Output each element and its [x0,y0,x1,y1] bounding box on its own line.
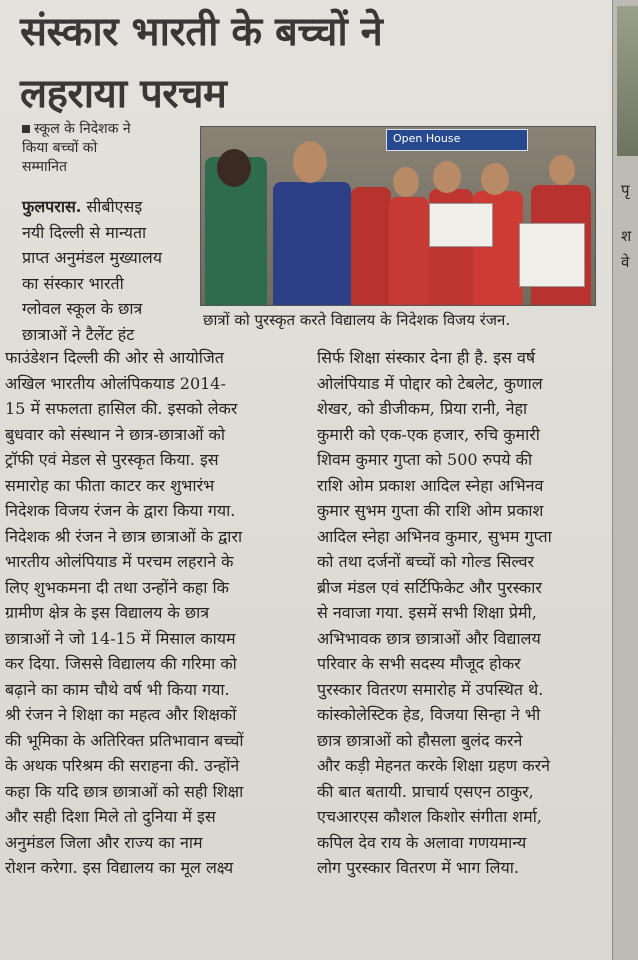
person-head [293,141,327,183]
text-line: भारतीय ओलंपियाड में परचम लहराने के [5,552,234,571]
headline-line-1: संस्कार भारती के बच्चों ने [20,9,383,55]
text-line: आदिल स्नेहा अभिनव कुमार, सुभम गुप्ता [317,526,552,546]
text-line: का संस्कार भारती [22,273,124,293]
text-line: सिर्फ शिक्षा संस्कार देना ही है. इस वर्ष [317,348,536,367]
text-line: को तथा दर्जनों बच्चों को गोल्ड सिल्वर [317,552,535,571]
person-head [217,149,251,187]
text-line: निदेशक श्री रंजन ने छात्र छात्राओं के द्वारा [5,526,243,546]
text-line: ओलंपियाड में पोद्दार को टेबलेट, कुणाल [317,373,543,393]
text-line: अभिभावक छात्र छात्राओं और विद्यालय [317,628,541,648]
text-line: नयी दिल्ली से मान्यता [22,222,147,242]
text-line: श्री रंजन ने शिक्षा का महत्व और शिक्षकों [5,705,237,724]
text-line: अनुमंडल जिला और राज्य का नाम [5,832,203,852]
person-head [433,161,461,193]
text-line: शिवम कुमार गुप्ता को 500 रुपये की [317,450,533,469]
text-line: एचआरएस कौशल किशोर संगीता शर्मा, [317,807,542,826]
text-line: प्राप्त अनुमंडल मुख्यालय [22,248,163,267]
person-figure [389,197,429,306]
text-line: ग्लोवल स्कूल के छात्र [22,299,143,318]
text-line: कुमारी को एक-एक हजार, रुचि कुमारी [317,424,540,444]
text-line: बढ़ाने का काम चौथे वर्ष भी किया गया. [5,679,230,699]
text-line: ट्रॉफी एवं मेडल से पुरस्कृत किया. इस [5,450,219,469]
text-line: लिए शुभकमना दी तथा उन्होंने कहा कि [5,577,229,597]
text-line: ब्रीज मंडल एवं सर्टिफिकेट और पुरस्कार [317,577,542,597]
person-figure [351,187,391,306]
right-text-column [317,345,552,881]
subheading-line: किया बच्चों को [22,140,98,156]
adjacent-photo-fragment [617,6,638,156]
text-line: अखिल भारतीय ओलंपिकयाड 2014- [5,373,226,393]
person-head [549,155,575,185]
text-line: समारोह का फीता काटर कर शुभारंभ [5,475,215,495]
text-line: फुलपरास. सीबीएसइ [22,197,143,216]
text-line: छात्राओं ने टैलेंट हंट [22,324,135,344]
text-line: के अथक परिश्रम की सराहना की. उन्होंने [5,756,240,775]
person-head [393,167,419,197]
text-line: और कड़ी मेहनत करके शिक्षा ग्रहण करने [317,756,551,775]
news-photo [200,126,596,306]
text-line: लोग पुरस्कार वितरण में भाग लिया. [317,858,520,877]
text-line: रोशन करेगा. इस विद्यालय का मूल लक्ष्य [5,858,234,877]
text-line: छात्राओं ने जो 14-15 में मिसाल कायम [5,628,236,648]
text-line: कुमार सुभम गुप्ता की राशि ओम प्रकाश [317,501,544,520]
photo-caption: छात्रों को पुरस्कृत करते विद्यालय के निदेशक विजय रंजन. [203,311,511,329]
subheading [22,120,197,177]
text-line: बुधवार को संस्थान ने छात्र-छात्राओं को [5,424,225,444]
left-text-column [5,345,244,881]
text-line: राशि ओम प्रकाश आदिल स्नेहा अभिनव [317,475,544,495]
text-line: निदेशक विजय रंजन के द्वारा किया गया. [5,501,236,520]
dateline: फुलपरास. [22,197,82,216]
text-line: से नवाजा गया. इसमें सभी शिक्षा प्रेमी, [317,603,537,622]
open-house-banner: Open House [386,129,528,151]
text-line: ग्रामीण क्षेत्र के इस विद्यालय के छात्र [5,603,210,622]
text-line: की भूमिका के अतिरिक्त प्रतिभावान बच्चों [5,730,244,750]
text-line: 15 में सफलता हासिल की. इसको लेकर [5,399,238,418]
adjacent-glyph: पृ [621,181,630,199]
text-line: और सही दिशा मिले तो दुनिया में इस [5,807,216,826]
text-line: कहा कि यदि छात्र छात्राओं को सही शिक्षा [5,781,244,801]
adjacent-glyph: श [621,227,632,245]
subheading-line: सम्मानित [22,159,68,175]
text-line: कपिल देव राय के अलावा गणयमान्य [317,832,527,852]
text-line: छात्र छात्राओं को हौसला बुलंद करने [317,730,523,750]
text-line: कर दिया. जिससे विद्यालय की गरिमा को [5,654,237,673]
person-figure [273,182,351,306]
headline-line-2: लहराया परचम [20,71,227,117]
certificate [429,203,493,247]
certificate [519,223,585,287]
text-line: की बात बतायी. प्राचार्य एसएन ठाकुर, [317,781,534,801]
adjacent-glyph: वे [621,253,630,271]
person-head [481,163,509,195]
text-line: पुरस्कार वितरण समारोह में उपस्थित थे. [317,679,544,699]
subheading-line: स्कूल के निदेशक ने [22,120,197,139]
text-line: शेखर, को डीजीकम, प्रिया रानी, नेहा [317,399,528,418]
adjacent-page-edge [612,0,638,960]
text-line: परिवार के सभी सदस्य मौजूद होकर [317,654,521,673]
bullet-square-icon [22,125,30,133]
text-line: कांस्कोलेस्टिक हेड, विजया सिन्हा ने भी [317,705,541,724]
text-line: फाउंडेशन दिल्ली की ओर से आयोजित [5,348,224,367]
intro-column [22,194,162,347]
